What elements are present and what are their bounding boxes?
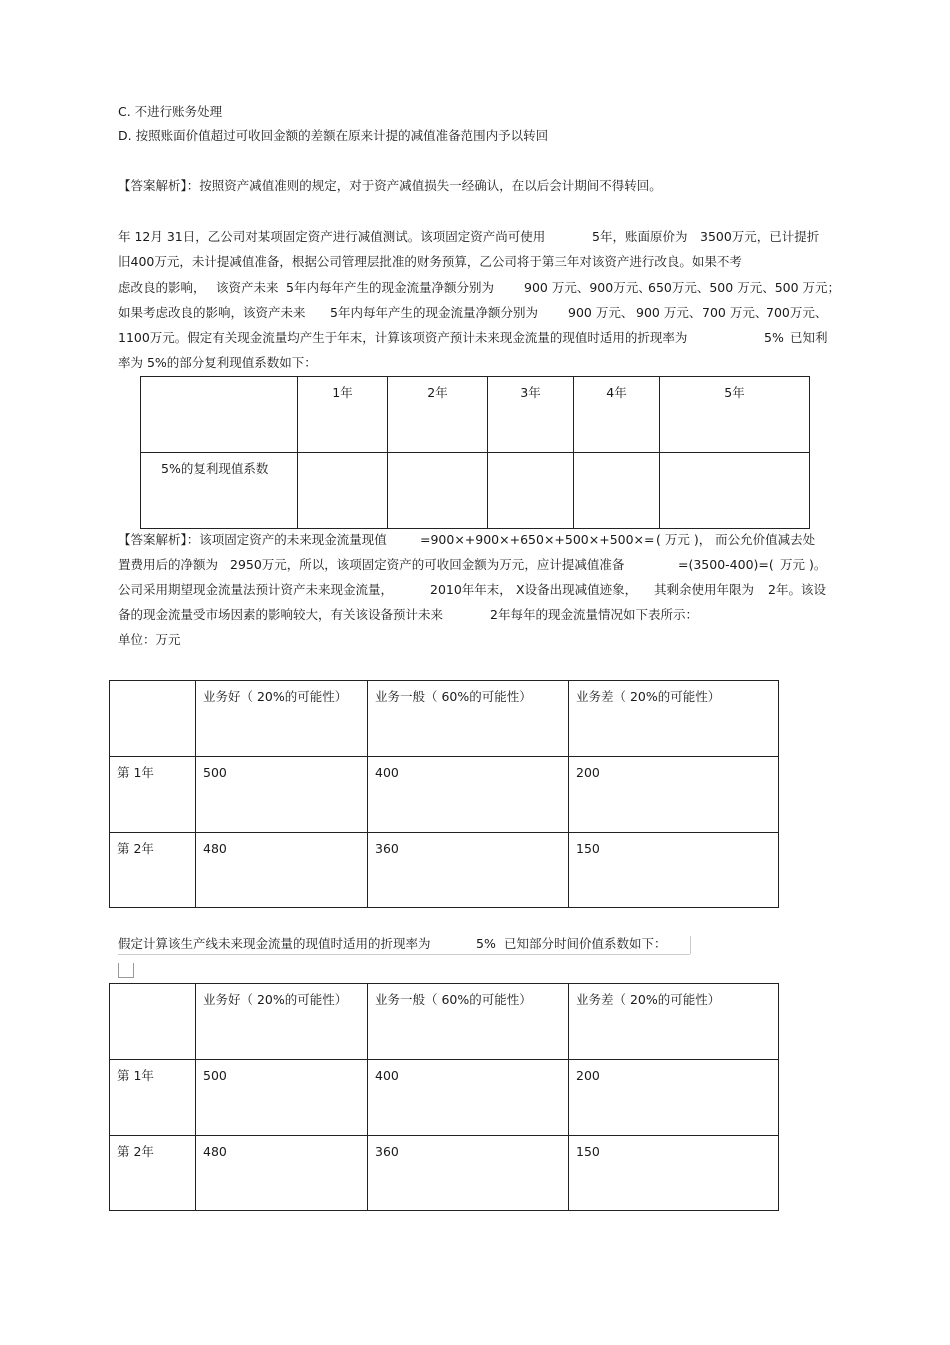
table-cell: 360	[368, 1136, 569, 1211]
table-header-cell: 业务好（ 20%的可能性）	[196, 984, 368, 1060]
table-row	[110, 833, 779, 908]
text-seg: ( 万元 )， 而公允价值减去处	[656, 532, 816, 547]
table-header-cell: 业务好（ 20%的可能性）	[196, 681, 368, 757]
text-seg: =(3500-400)=(	[678, 557, 774, 572]
table-cell: 500	[196, 757, 368, 833]
problem-2-line-2: 旧400万元，未计提减值准备，根据公司管理层批准的财务预算，乙公司将于第三年对该资产进行改良。如果不考	[118, 254, 742, 269]
option-c: C. 不进行账务处理	[118, 104, 223, 119]
table-cell	[141, 377, 298, 453]
table-header-cell: 2年	[388, 377, 488, 453]
table-row	[110, 757, 779, 833]
table-cell: 150	[569, 1136, 779, 1211]
cash-flow-table	[109, 680, 779, 908]
table-row-label: 第 1年	[110, 1060, 196, 1136]
table-cell: 200	[569, 1060, 779, 1136]
table-header-cell: 5年	[660, 377, 810, 453]
text-seg: 万元 )。	[780, 557, 827, 572]
text-seg: 公司采用期望现金流量法预计资产未来现金流量，	[118, 582, 394, 597]
text-seg: 2950万元，所以，该项固定资产的可收回金额为万元，应计提减值准备	[230, 557, 625, 572]
text-seg: 2年。该设	[768, 582, 826, 597]
text-seg: 700万元、	[766, 305, 828, 320]
table-cell: 400	[368, 757, 569, 833]
table-cell: 200	[569, 757, 779, 833]
text-seg: 虑改良的影响，	[118, 280, 206, 295]
table-row-label: 第 1年	[110, 757, 196, 833]
table-header-cell: 业务差（ 20%的可能性）	[569, 681, 779, 757]
text-seg: 其剩余使用年限为	[654, 582, 755, 597]
table-row	[110, 1060, 779, 1136]
table-row-label: 5%的复利现值系数	[141, 453, 298, 529]
text-seg: 5%	[476, 936, 496, 951]
text-seg: 如果考虑改良的影响，该资产未来	[118, 305, 306, 320]
text-seg: 该资产未来	[216, 280, 279, 295]
table-header-row	[110, 681, 779, 757]
table-cell	[574, 453, 660, 529]
table-cell: 480	[196, 833, 368, 908]
unit-label: 单位：万元	[118, 632, 181, 647]
text-seg: 假定计算该生产线未来现金流量的现值时适用的折现率为	[118, 936, 431, 951]
table-cell: 360	[368, 833, 569, 908]
text-seg: 置费用后的净额为	[118, 557, 219, 572]
text-seg: 900 万元、	[636, 305, 702, 320]
text-seg: X设备出现减值迹象，	[516, 582, 638, 597]
text-seg: 已知部分时间价值系数如下：	[504, 936, 667, 951]
table-cell: 150	[569, 833, 779, 908]
table-row	[110, 1136, 779, 1211]
text-seg: 2年每年的现金流量情况如下表所示：	[490, 607, 698, 622]
table-cell: 400	[368, 1060, 569, 1136]
table-header-row	[141, 377, 810, 453]
table-header-cell: 3年	[488, 377, 574, 453]
divider	[118, 954, 690, 955]
text-seg: 2010年年末，	[430, 582, 512, 597]
text-seg: 5%	[764, 330, 784, 345]
table-cell	[298, 453, 388, 529]
text-seg: 年 12月 31日，乙公司对某项固定资产进行减值测试。该项固定资产尚可使用	[118, 229, 546, 244]
table-cell	[110, 681, 196, 757]
text-seg: 已知利	[790, 330, 828, 345]
table-row	[141, 453, 810, 529]
text-seg: 5年内每年产生的现金流量净额分别为	[330, 305, 538, 320]
table-row-label: 第 2年	[110, 1136, 196, 1211]
text-seg: 5年内每年产生的现金流量净额分别为	[286, 280, 494, 295]
table-cell	[388, 453, 488, 529]
table-cell: 480	[196, 1136, 368, 1211]
table-header-cell: 业务差（ 20%的可能性）	[569, 984, 779, 1060]
table-cell	[110, 984, 196, 1060]
table-cell	[488, 453, 574, 529]
answer-explanation-1: 【答案解析】：按照资产减值准则的规定，对于资产减值损失一经确认，在以后会计期间不得转回。	[118, 178, 662, 193]
table-header-row	[110, 984, 779, 1060]
text-seg: 【答案解析】：该项固定资产的未来现金流量现值	[118, 532, 387, 547]
table-header-cell: 1年	[298, 377, 388, 453]
text-seg: 1100万元。假定有关现金流量均产生于年末，计算该项资产预计未来现金流量的现值时适用的折现率为	[118, 330, 688, 345]
table-cell: 500	[196, 1060, 368, 1136]
table-cell	[660, 453, 810, 529]
text-seg: 5年，账面原价为	[592, 229, 688, 244]
table-row-label: 第 2年	[110, 833, 196, 908]
table-header-cell: 业务一般（ 60%的可能性）	[368, 681, 569, 757]
text-seg: 3500万元，已计提折	[700, 229, 820, 244]
option-d: D. 按照账面价值超过可收回金额的差额在原来计提的减值准备范围内予以转回	[118, 128, 549, 143]
text-seg: 900 万元、	[568, 305, 634, 320]
cash-flow-table-2	[109, 983, 779, 1211]
pv-coefficient-table	[140, 376, 810, 529]
table-header-cell: 4年	[574, 377, 660, 453]
text-seg: 700 万元、	[702, 305, 768, 320]
divider	[690, 936, 691, 954]
problem-2-line-6: 率为 5%的部分复利现值系数如下：	[118, 355, 317, 370]
text-seg: 650万元、500 万元、500 万元；	[648, 280, 841, 295]
text-seg: 900 万元、900万元、	[524, 280, 651, 295]
text-seg: 备的现金流量受市场因素的影响较大，有关该设备预计未来	[118, 607, 444, 622]
table-header-cell: 业务一般（ 60%的可能性）	[368, 984, 569, 1060]
placeholder-box	[118, 963, 134, 978]
text-seg: =900×+900×+650×+500×+500×=	[420, 532, 655, 547]
